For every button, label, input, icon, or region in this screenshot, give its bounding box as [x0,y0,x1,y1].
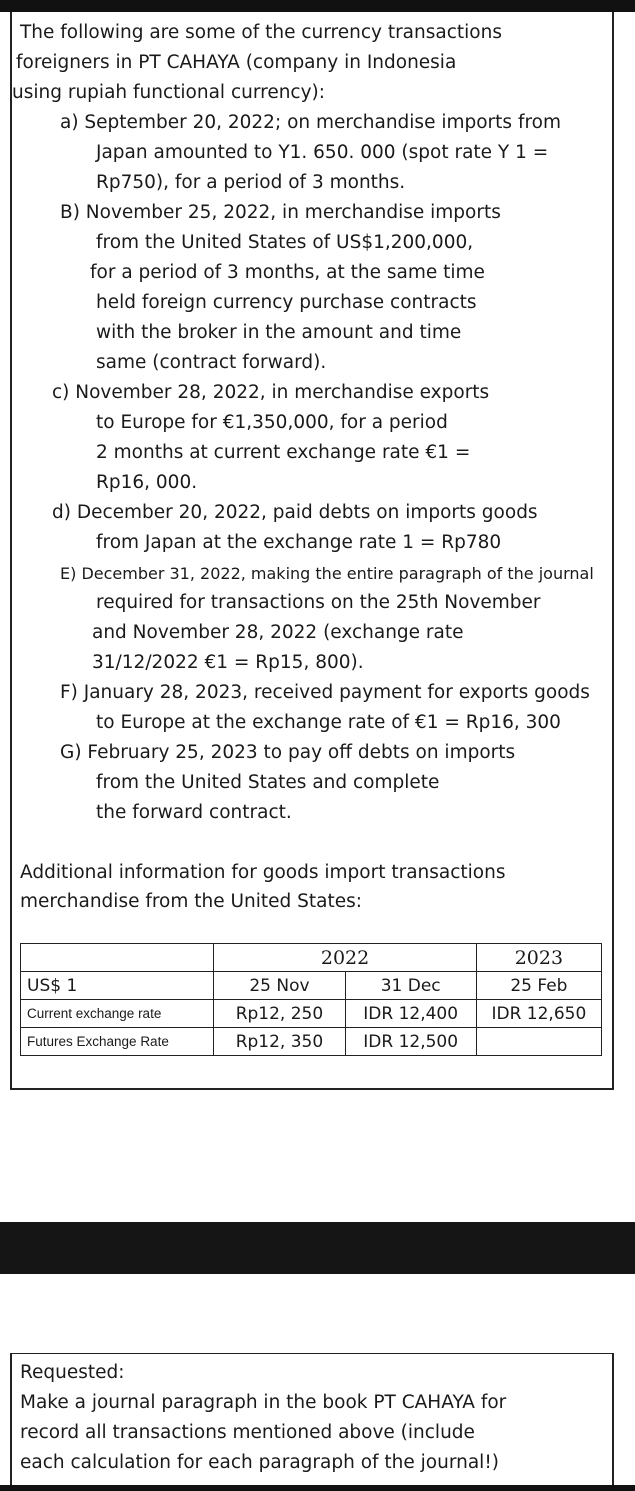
item-b-line-6: same (contract forward). [96,352,327,373]
requested-line-2: record all transactions mentioned above (include [20,1422,475,1443]
exchange-rate-table [20,943,602,1058]
item-e-line-3: and November 28, 2022 (exchange rate [92,622,464,643]
item-b-line-2: from the United States of US$1,200,000, [96,232,474,253]
current-rate-25-feb: IDR 12,650 [476,1000,601,1028]
item-e-line-2: required for transactions on the 25th November [96,592,541,613]
intro-line-1: The following are some of the currency transactions [20,22,502,43]
intro-line-3: using rupiah functional currency): [12,82,325,103]
current-rate-31-dec: IDR 12,400 [345,1000,476,1028]
item-b-line-1: B) November 25, 2022, in merchandise imports [60,202,501,223]
futures-rate-25-feb [476,1028,601,1056]
item-c-line-2: to Europe for €1,350,000, for a period [96,412,448,433]
item-f-line-2: to Europe at the exchange rate of €1 = Rp16, 300 [96,712,561,733]
table-row [21,1000,602,1028]
item-b-line-4: held foreign currency purchase contracts [96,292,477,313]
date-header-25-nov: 25 Nov [214,972,345,1000]
current-rate-25-nov: Rp12, 250 [214,1000,345,1028]
requested-line-1: Make a journal paragraph in the book PT CAHAYA for [20,1392,507,1413]
additional-line-2: merchandise from the United States: [20,891,363,912]
date-header-25-feb: 25 Feb [476,972,601,1000]
item-f-line-1: F) January 28, 2023, received payment for exports goods [60,682,590,703]
item-e-line-4: 31/12/2022 €1 = Rp15, 800). [92,652,364,673]
additional-line-1: Additional information for goods import transactions [20,862,506,883]
item-d-line-1: d) December 20, 2022, paid debts on imports goods [52,502,538,523]
table-corner-cell [21,944,214,972]
item-a-line-2: Japan amounted to Y1. 650. 000 (spot rate Y 1 = [96,142,549,163]
futures-rate-25-nov: Rp12, 350 [214,1028,345,1056]
row-label-current-rate: Current exchange rate [21,1000,214,1028]
top-border [0,0,635,12]
year-2023-header: 2023 [476,944,601,972]
requested-heading: Requested: [20,1362,125,1383]
item-a-line-3: Rp750), for a period of 3 months. [96,172,406,193]
currency-label: US$ 1 [21,972,214,1000]
requested-line-3: each calculation for each paragraph of the journal!) [20,1452,499,1473]
item-a-line-1: a) September 20, 2022; on merchandise imports from [60,112,561,133]
item-e-line-1: E) December 31, 2022, making the entire paragraph of the journal [60,564,594,583]
item-g-line-3: the forward contract. [96,802,292,823]
item-b-line-3: for a period of 3 months, at the same time [90,262,485,283]
year-2022-header: 2022 [214,944,476,972]
table-header-row-dates [21,972,602,1000]
item-c-line-1: c) November 28, 2022, in merchandise exports [52,382,490,403]
item-g-line-1: G) February 25, 2023 to pay off debts on imports [60,742,516,763]
item-c-line-3: 2 months at current exchange rate €1 = [96,442,471,463]
item-g-line-2: from the United States and complete [96,772,440,793]
futures-rate-31-dec: IDR 12,500 [345,1028,476,1056]
date-header-31-dec: 31 Dec [345,972,476,1000]
item-d-line-2: from Japan at the exchange rate 1 = Rp780 [96,532,502,553]
dark-divider-band [0,1222,635,1274]
table-header-row-years [21,944,602,972]
table-row [21,1028,602,1056]
item-b-line-5: with the broker in the amount and time [96,322,462,343]
intro-line-2: foreigners in PT CAHAYA (company in Indonesia [16,52,457,73]
item-c-line-4: Rp16, 000. [96,472,198,493]
row-label-futures-rate: Futures Exchange Rate [21,1028,214,1056]
bottom-border [0,1485,635,1491]
